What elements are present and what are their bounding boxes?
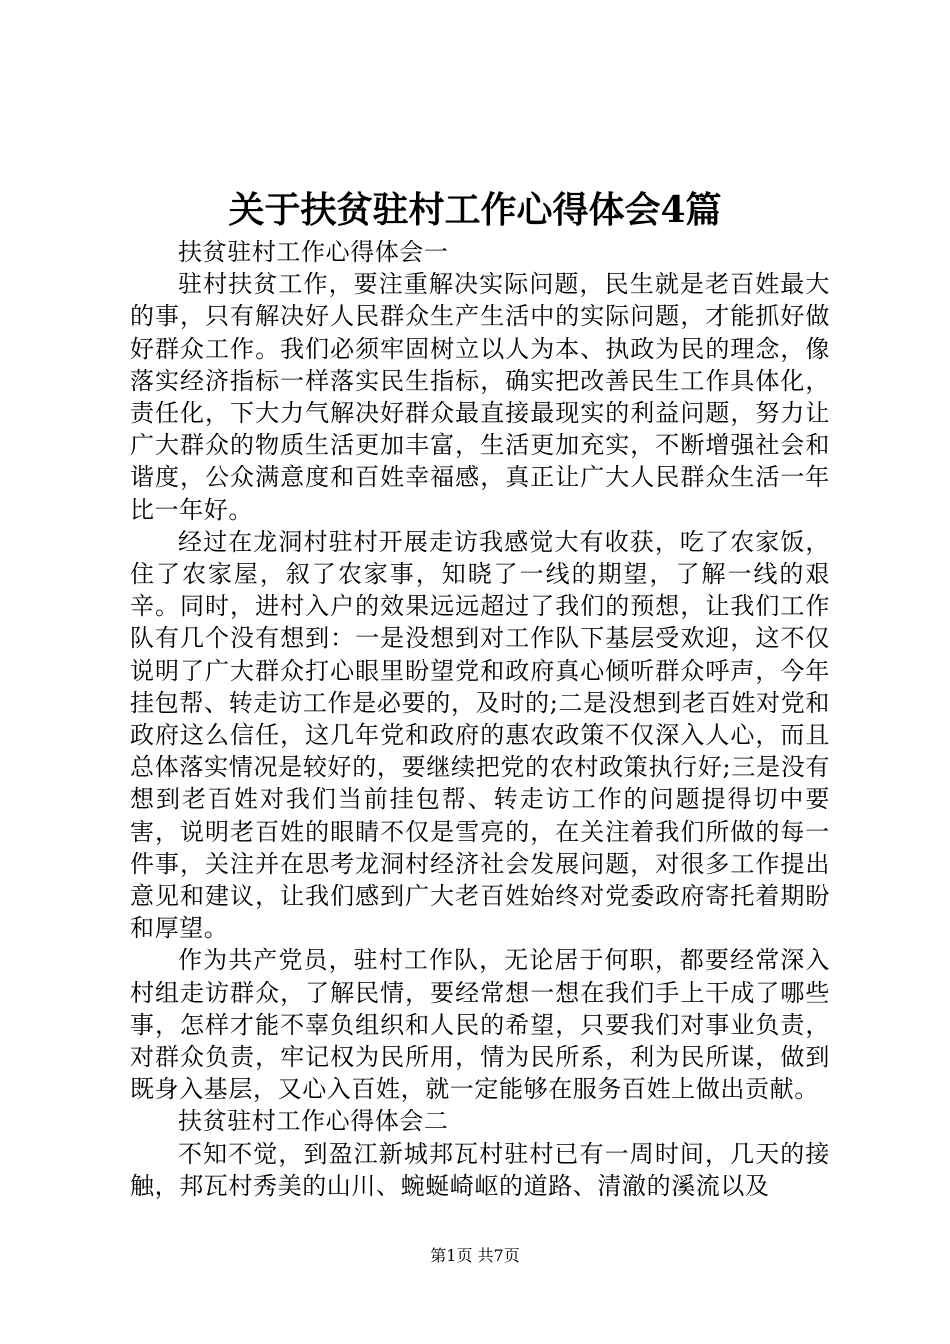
document-body	[130, 236, 830, 1202]
body-paragraph: 经过在龙洞村驻村开展走访我感觉大有收获，吃了农家饭，住了农家屋，叙了农家事，知晓了一线的期望，了解一线的艰辛。同时，进村入户的效果远远超过了我们的预想，让我们工作队有几个没有想到：一是没想到对工作队下基层受欢迎，这不仅说明了广大群众打心眼里盼望党和政府真心倾听群众呼声，今年挂包帮、转走访工作是必要的，及时的;二是没想到老百姓对党和政府这么信任，这几年党和政府的惠农政策不仅深入人心，而且总体落实情况是较好的，要继续把党的农村政策执行好;三是没有想到老百姓对我们当前挂包帮、转走访工作的问题提得切中要害，说明老百姓的眼睛不仅是雪亮的，在关注着我们所做的每一件事，关注并在思考龙洞村经济社会发展问题，对很多工作提出意见和建议，让我们感到广大老百姓始终对党委政府寄托着期盼和厚望。	[130, 527, 830, 943]
body-paragraph: 不知不觉，到盈江新城邦瓦村驻村已有一周时间，几天的接触，邦瓦村秀美的山川、蜿蜒崎岖的道路、清澈的溪流以及	[130, 1139, 830, 1200]
page-number-footer: 第1页 共7页	[430, 1246, 520, 1265]
body-paragraph: 驻村扶贫工作，要注重解决实际问题，民生就是老百姓最大的事，只有解决好人民群众生产生活中的实际问题，才能抓好做好群众工作。我们必须牢固树立以人为本、执政为民的理念，像落实经济指标一样落实民生指标，确实把改善民生工作具体化，责任化，下大力气解决好群众最直接最现实的利益问题，努力让广大群众的物质生活更加丰富，生活更加充实，不断增强社会和谐度，公众满意度和百姓幸福感，真正让广大人民群众生活一年比一年好。	[130, 270, 830, 524]
document-title: 关于扶贫驻村工作心得体会4篇	[228, 189, 722, 231]
section-heading-two: 扶贫驻村工作心得体会二	[178, 1107, 449, 1136]
body-paragraph: 作为共产党员，驻村工作队，无论居于何职，都要经常深入村组走访群众，了解民情，要经常想一想在我们手上干成了哪些事，怎样才能不辜负组织和人民的希望，只要我们对事业负责，对群众负责，牢记权为民所用，情为民所系，利为民所谋，做到既身入基层，又心入百姓，就一定能够在服务百姓上做出贡献。	[130, 946, 830, 1104]
section-heading-one: 扶贫驻村工作心得体会一	[178, 238, 449, 266]
